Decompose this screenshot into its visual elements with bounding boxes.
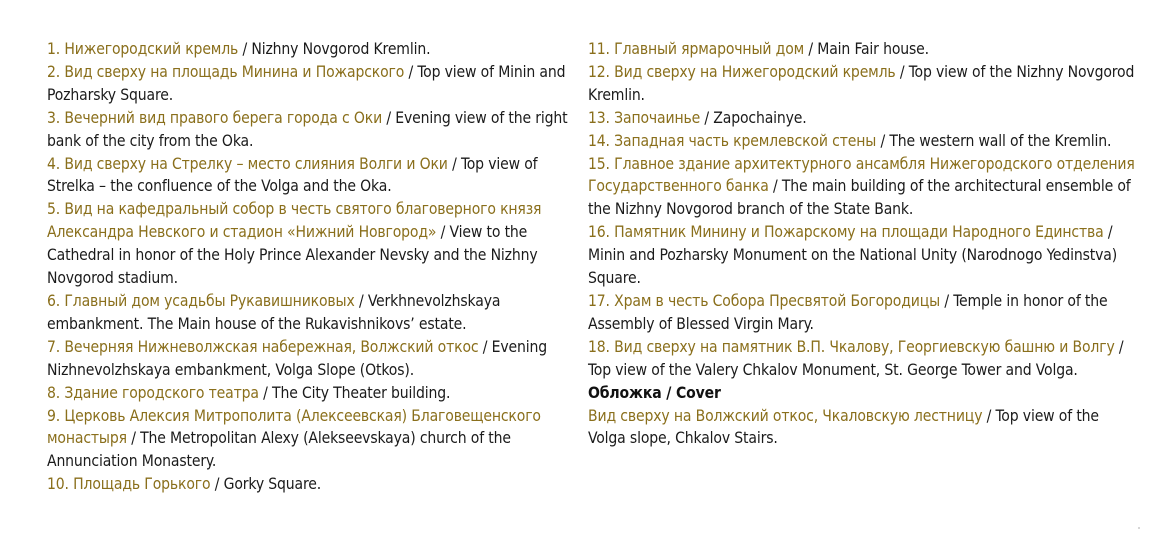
cover-heading: Обложка / Cover — [588, 383, 721, 402]
caption-en: / The main building of the architectural ensemble of the Nizhny Novgorod branch of the State Bank. — [588, 177, 1131, 219]
caption-en: / Minin and Pozharsky Monument on the National Unity (Narodnogo Yedinstva) Square. — [588, 223, 1118, 288]
caption-en: / Verkhnevolzhskaya embankment. The Main house of the Rukavishnikovs’ estate. — [47, 291, 501, 333]
caption-entry-cover — [588, 405, 1138, 451]
caption-entry-11 — [588, 38, 1138, 61]
caption-ru: 16. Памятник Минину и Пожарскому на площади Народного Единства — [588, 223, 1104, 242]
caption-en: / Evening view of the right bank of the city from the Oka. — [47, 108, 568, 150]
caption-en: / Top view of the Valery Chkalov Monument, St. George Tower and Volga. — [588, 337, 1124, 379]
caption-entry-12 — [588, 61, 1138, 107]
caption-entry-13 — [588, 107, 1138, 130]
caption-entry-10 — [47, 473, 577, 496]
caption-ru: 17. Храм в честь Собора Пресвятой Богородицы — [588, 291, 941, 310]
caption-ru: 3. Вечерний вид правого берега города с Оки — [47, 108, 383, 127]
caption-entry-17 — [588, 290, 1138, 336]
caption-ru: 18. Вид сверху на памятник В.П. Чкалову, Георгиевскую башню и Волгу — [588, 337, 1115, 356]
caption-en: / Top view of Strelka – the confluence of the Volga and the Oka. — [47, 154, 538, 196]
caption-ru: 2. Вид сверху на площадь Минина и Пожарского — [47, 62, 405, 81]
caption-ru: 5. Вид на кафедральный собор в честь святого благоверного князя Александра Невского и стадион «Нижний Новгород» — [47, 200, 542, 242]
caption-entry-2 — [47, 61, 577, 107]
caption-en: / Gorky Square. — [214, 475, 322, 494]
caption-ru: 10. Площадь Горького — [47, 475, 211, 494]
caption-en: / Nizhny Novgorod Kremlin. — [242, 40, 431, 58]
caption-ru: 4. Вид сверху на Стрелку – место слияния Волги и Оки — [47, 154, 448, 173]
caption-ru: 6. Главный дом усадьбы Рукавишниковых — [47, 291, 355, 310]
caption-entry-14 — [588, 130, 1138, 153]
captions-left-column — [47, 38, 577, 496]
caption-en: / Top view of Minin and Pozharsky Square. — [47, 62, 566, 104]
caption-en: / The western wall of the Kremlin. — [880, 131, 1112, 150]
caption-ru: Вид сверху на Волжский откос, Чкаловскую лестницу — [588, 406, 983, 425]
caption-ru: 7. Вечерняя Нижневолжская набережная, Волжский откос — [47, 337, 479, 356]
caption-entry-16 — [588, 221, 1138, 290]
caption-ru: 8. Здание городского театра — [47, 383, 259, 402]
captions-right-column — [588, 38, 1138, 450]
caption-en: / Top view of the Nizhny Novgorod Kremlin. — [588, 62, 1135, 104]
caption-entry-6 — [47, 290, 577, 336]
caption-en: / The Metropolitan Alexy (Alekseevskaya) church of the Annunciation Monastery. — [47, 429, 511, 471]
caption-entry-1 — [47, 38, 577, 61]
caption-entry-18 — [588, 336, 1138, 382]
caption-en: / Evening Nizhnevolzhskaya embankment, Volga Slope (Otkos). — [47, 337, 547, 379]
caption-ru: 13. Започаинье — [588, 108, 701, 127]
caption-en: / The City Theater building. — [263, 383, 451, 402]
corner-dot — [1138, 527, 1140, 529]
caption-ru: 1. Нижегородский кремль — [47, 40, 239, 58]
caption-ru: 12. Вид сверху на Нижегородский кремль — [588, 62, 896, 81]
caption-en: / View to the Cathedral in honor of the Holy Prince Alexander Nevsky and the Nizhny Novgorod stadium. — [47, 223, 538, 288]
caption-ru: 14. Западная часть кремлевской стены — [588, 131, 877, 150]
caption-ru: 15. Главное здание архитектурного ансамбля Нижегородского отделения Государственного банка — [588, 154, 1135, 196]
caption-en: / Temple in honor of the Assembly of Blessed Virgin Mary. — [588, 291, 1108, 333]
caption-entry-3 — [47, 107, 577, 153]
caption-entry-9 — [47, 405, 577, 474]
caption-ru: 11. Главный ярмарочный дом — [588, 40, 805, 58]
caption-en: / Main Fair house. — [808, 40, 929, 58]
caption-ru: 9. Церковь Алексия Митрополита (Алексеевская) Благовещенского монастыря — [47, 406, 541, 448]
caption-en: / Zapochainye. — [704, 108, 807, 127]
caption-entry-5 — [47, 198, 577, 290]
caption-entry-7 — [47, 336, 577, 382]
caption-entry-15 — [588, 153, 1138, 222]
caption-en: / Top view of the Volga slope, Chkalov Stairs. — [588, 406, 1099, 448]
caption-entry-4 — [47, 153, 577, 199]
caption-entry-8 — [47, 382, 577, 405]
